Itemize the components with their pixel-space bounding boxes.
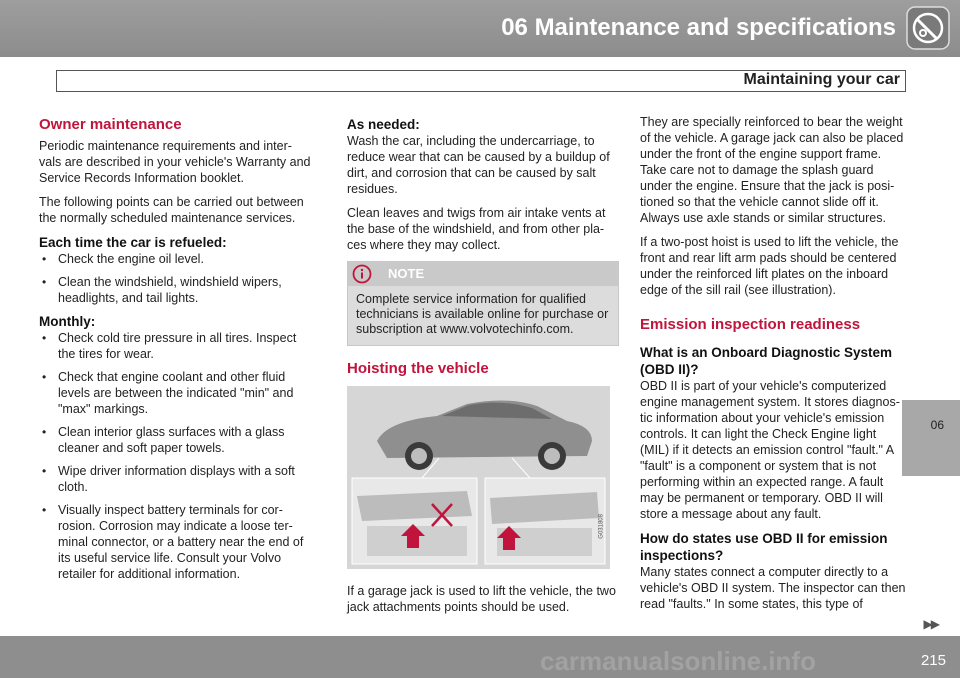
paragraph: Periodic maintenance requirements and inter-vals are described in your vehicle's Warranty and Service Records Information booklet. — [39, 139, 311, 185]
footer-bar — [0, 636, 960, 678]
monthly-list — [39, 330, 311, 582]
note-box — [347, 261, 619, 346]
as-needed-heading: As needed: — [347, 117, 420, 132]
list-item: • Visually inspect battery terminals for cor-rosion. Corrosion may indicate a loose ter-minal connector, or a battery near the end of its useful service life. Consult your Volvo retailer for additional information. — [39, 502, 311, 582]
hoisting-heading: Hoisting the vehicle — [347, 360, 489, 377]
watermark: carmanualsonline.info — [540, 646, 816, 676]
column-3 — [640, 114, 908, 620]
chapter-tab — [902, 400, 960, 476]
wrench-icon — [906, 6, 950, 50]
paragraph: Many states connect a computer directly to a vehicle's OBD II system. The inspector can then read "faults." In some states, this type of — [640, 565, 906, 611]
list-item: • Clean interior glass surfaces with a glass cleaner and soft paper towels. — [39, 424, 311, 456]
info-icon — [352, 264, 372, 284]
list-item: • Clean the windshield, windshield wipers, headlights, and tail lights. — [39, 274, 311, 306]
column-2 — [347, 116, 619, 615]
refuel-list — [39, 251, 311, 306]
page-number: 215 — [920, 652, 946, 669]
car-illustration — [347, 386, 610, 569]
paragraph: The following points can be carried out between the normally scheduled maintenance services. — [39, 195, 304, 225]
note-text: Complete service information for qualified technicians is available online for purchase or subscription at www.volvotechinfo.com. — [356, 292, 609, 336]
list-item: • Check that engine coolant and other fluid levels are between the indicated "min" and "max" markings. — [39, 369, 311, 417]
monthly-heading: Monthly: — [39, 314, 96, 329]
paragraph: Clean leaves and twigs from air intake vents at the base of the windshield, and from other pla-ces where they may collect. — [347, 206, 606, 252]
chapter-title: 06 Maintenance and specifications — [501, 14, 896, 41]
chapter-tab-label: 06 — [930, 418, 944, 432]
note-title: NOTE — [388, 266, 425, 281]
list-item: • Check cold tire pressure in all tires. Inspect the tires for wear. — [39, 330, 311, 362]
owner-maintenance-heading: Owner maintenance — [39, 116, 182, 133]
paragraph: Wash the car, including the undercarriage, to reduce wear that can be caused by a buildup of dirt, and corrosion that can be caused by salt residues. — [347, 134, 610, 196]
list-item: • Check the engine oil level. — [39, 251, 311, 267]
emission-heading: Emission inspection readiness — [640, 316, 861, 333]
paragraph: OBD II is part of your vehicle's computerized engine management system. It stores diagnos-tic information about your vehicle's emission controls. It can light the Check Engine light (MIL) if it detects an emission control "fault." A "fault" is a component or system that is not performing within an expected range. A fault may be permanent or temporary. OBD II will store a message about any fault. — [640, 379, 900, 521]
paragraph: They are specially reinforced to bear the weight of the vehicle. A garage jack can also be placed under the front of the engine support frame. Take care not to damage the splash guard under the engine. Ensure that the jack is posi-tioned so that the vehicle cannot slide off it. Always use axle stands or similar structures. — [640, 115, 904, 225]
list-item: • Wipe driver information displays with a soft cloth. — [39, 463, 311, 495]
states-question: How do states use OBD II for emission inspections? — [640, 531, 888, 563]
column-1 — [39, 116, 311, 589]
note-header — [348, 262, 618, 286]
paragraph: If a two-post hoist is used to lift the vehicle, the front and rear lift arm pads should be centered under the reinforced lift plates on the inboard edge of the sill rail (see illustration). — [640, 235, 899, 297]
section-title: Maintaining your car — [743, 71, 900, 88]
refuel-heading: Each time the car is refueled: — [39, 235, 227, 250]
hoisting-illustration — [347, 386, 610, 569]
next-page-arrows: ▶▶ — [923, 617, 938, 631]
figure-caption: If a garage jack is used to lift the vehicle, the two jack attachments points should be used. — [347, 584, 616, 614]
figure-code: G031808 — [599, 514, 605, 539]
obd-question: What is an Onboard Diagnostic System (OBD II)? — [640, 345, 893, 377]
